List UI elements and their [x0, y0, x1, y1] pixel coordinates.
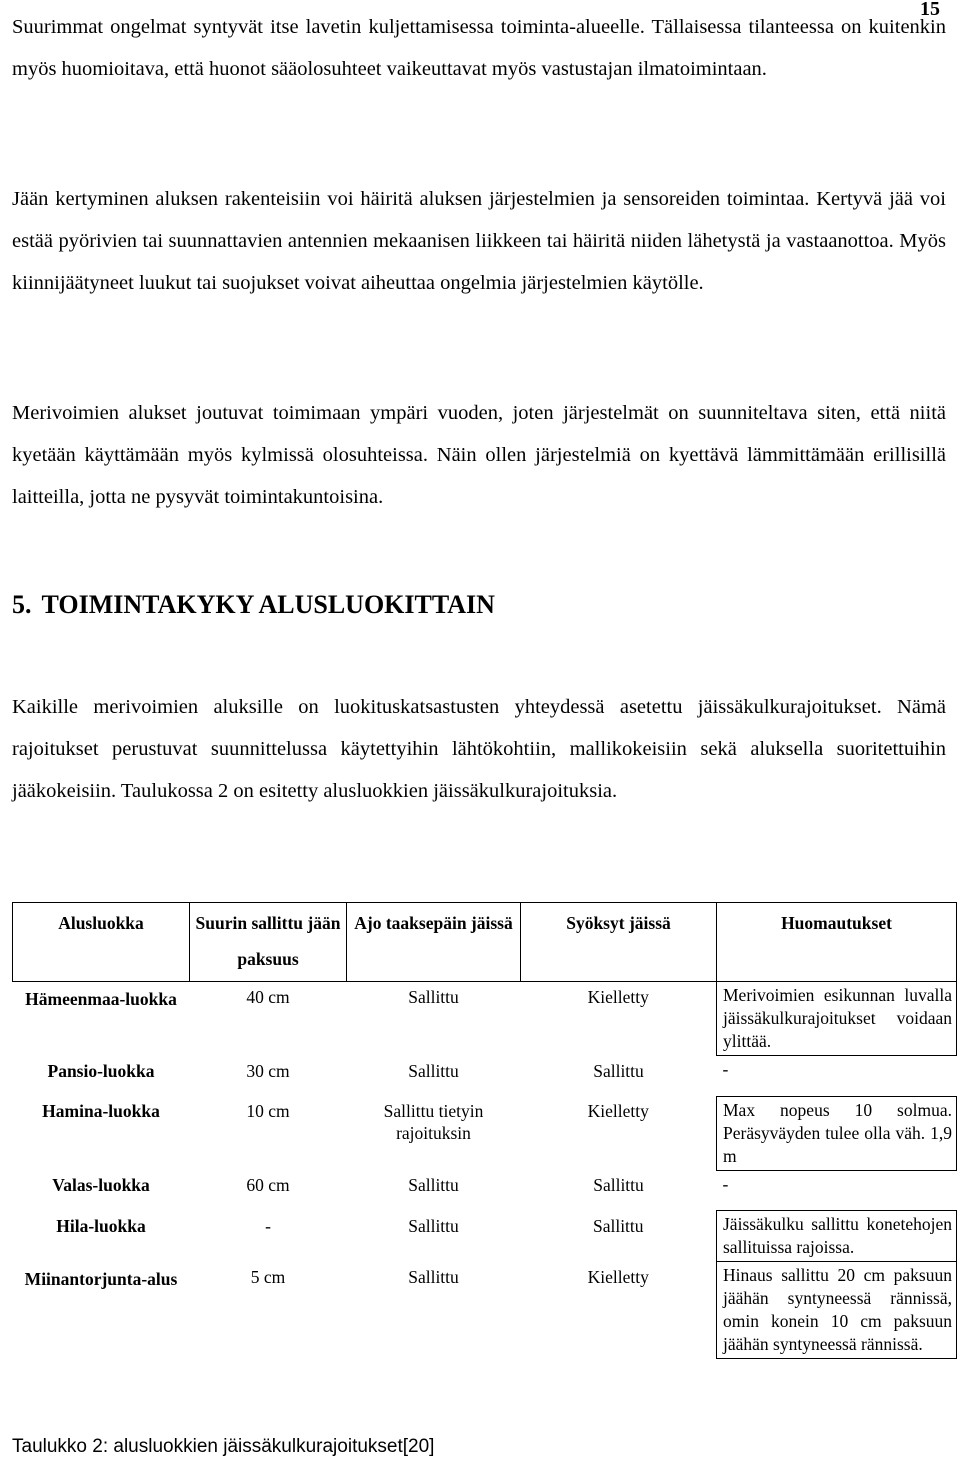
cell-astern: Sallittu tietyin rajoituksin — [383, 1101, 484, 1143]
paragraph-icing: Jään kertyminen aluksen rakenteisiin voi häiritä aluksen järjestelmien ja sensoreiden toimintaa. Kertyvä jää voi estää pyörivien tai suunnattavien antennien mekaanisen liikkeen tai häiritä niiden lähetystä ja vastaanottoa. Myös kiinnijäätyneet luukut tai suojukset voivat aiheuttaa ongelmia järjestelmien käytölle. — [12, 188, 946, 294]
section-heading — [12, 590, 495, 620]
table-caption: Taulukko 2: alusluokkien jäissäkulkurajoitukset[20] — [12, 1436, 435, 1457]
table-row — [13, 1096, 957, 1170]
cell-max-ice: - — [265, 1215, 271, 1236]
cell-notes: - — [722, 1173, 729, 1194]
cell-notes: Max nopeus 10 solmua. Peräsyväyden tulee olla väh. 1,9 m — [717, 1096, 957, 1170]
cell-ramming: Sallittu — [592, 1215, 644, 1236]
header-max-ice-thickness: Suurin sallittu jään paksuus — [190, 903, 347, 982]
cell-ramming: Sallittu — [593, 1175, 644, 1195]
table-row-spacer — [13, 1086, 957, 1097]
cell-notes: Merivoimien esikunnan luvalla jäissäkulkurajoitukset voidaan ylittää. — [717, 982, 957, 1056]
table-row — [13, 1056, 957, 1086]
section-title: TOIMINTAKYKY ALUSLUOKITTAIN — [41, 590, 495, 619]
cell-vessel-class: Hämeenmaa-luokka — [25, 989, 177, 1009]
cell-max-ice: 5 cm — [250, 1266, 286, 1287]
header-remarks: Huomautukset — [717, 903, 957, 982]
cell-astern: Sallittu — [408, 987, 459, 1007]
cell-astern: Sallittu — [408, 1215, 459, 1236]
cell-notes: Jäissäkulku sallittu konetehojen sallituissa rajoissa. — [717, 1211, 957, 1262]
ice-restrictions-table — [12, 902, 957, 1359]
cell-ramming: Kielletty — [587, 987, 649, 1007]
header-astern-in-ice: Ajo taaksepäin jäissä — [347, 903, 521, 982]
cell-max-ice: 30 cm — [246, 1060, 290, 1081]
table-header-row — [13, 903, 957, 982]
cell-vessel-class: Pansio-luokka — [47, 1060, 155, 1081]
cell-vessel-class: Hila-luokka — [56, 1215, 146, 1236]
paragraph-ice-restrictions: Kaikille merivoimien aluksille on luokituskatsastusten yhteydessä asetettu jäissäkulkurajoitukset. Nämä rajoitukset perustuvat suunnittelussa käytettyihin lähtökohtiin, mallikokeisiin sekä aluksella suoritettuihin jääkokeisiin. Taulukossa 2 on esitetty alusluokkien jäissäkulkurajoituksia. — [12, 696, 946, 802]
paragraph-year-round: Merivoimien alukset joutuvat toimimaan ympäri vuoden, joten järjestelmät on suunniteltava siten, että niitä kyetään käyttämään myös kylmissä olosuhteissa. Näin ollen järjestelmiä on kyettävä lämmittämään erillisillä laitteilla, jotta ne pysyvät toimintakuntoisina. — [12, 402, 946, 508]
cell-vessel-class: Miinantorjunta-alus — [24, 1268, 178, 1289]
cell-notes: - — [722, 1059, 729, 1079]
table-row — [13, 1170, 957, 1200]
cell-notes: Hinaus sallittu 20 cm paksuun jäähän syntyneessä rännissä, omin konein 10 cm paksuun jäähän syntyneessä rännissä. — [717, 1262, 957, 1359]
cell-astern: Sallittu — [408, 1266, 459, 1287]
page-number: 15 — [920, 0, 940, 20]
cell-ramming: Sallittu — [593, 1060, 644, 1081]
cell-max-ice: 60 cm — [246, 1175, 290, 1195]
cell-max-ice: 10 cm — [246, 1101, 290, 1121]
cell-ramming: Kielletty — [587, 1101, 649, 1121]
cell-vessel-class: Hamina-luokka — [42, 1101, 160, 1121]
paragraph-weather: Suurimmat ongelmat syntyvät itse lavetin kuljettamisessa toiminta-alueelle. Tällaisessa tilanteessa on kuitenkin myös huomioitava, että huonot sääolosuhteet vaikeuttavat myös vastustajan ilmatoimintaan. — [12, 16, 946, 80]
table-row — [13, 982, 957, 1056]
table-row-spacer — [13, 1200, 957, 1211]
cell-astern: Sallittu — [408, 1060, 459, 1081]
header-vessel-class: Alusluokka — [13, 903, 190, 982]
table-row — [13, 1262, 957, 1359]
header-ramming-in-ice: Syöksyt jäissä — [521, 903, 717, 982]
section-number: 5. — [12, 590, 32, 619]
table-row — [13, 1211, 957, 1262]
cell-ramming: Kielletty — [587, 1266, 649, 1287]
cell-max-ice: 40 cm — [246, 987, 290, 1007]
cell-vessel-class: Valas-luokka — [52, 1175, 150, 1195]
cell-astern: Sallittu — [408, 1175, 459, 1195]
